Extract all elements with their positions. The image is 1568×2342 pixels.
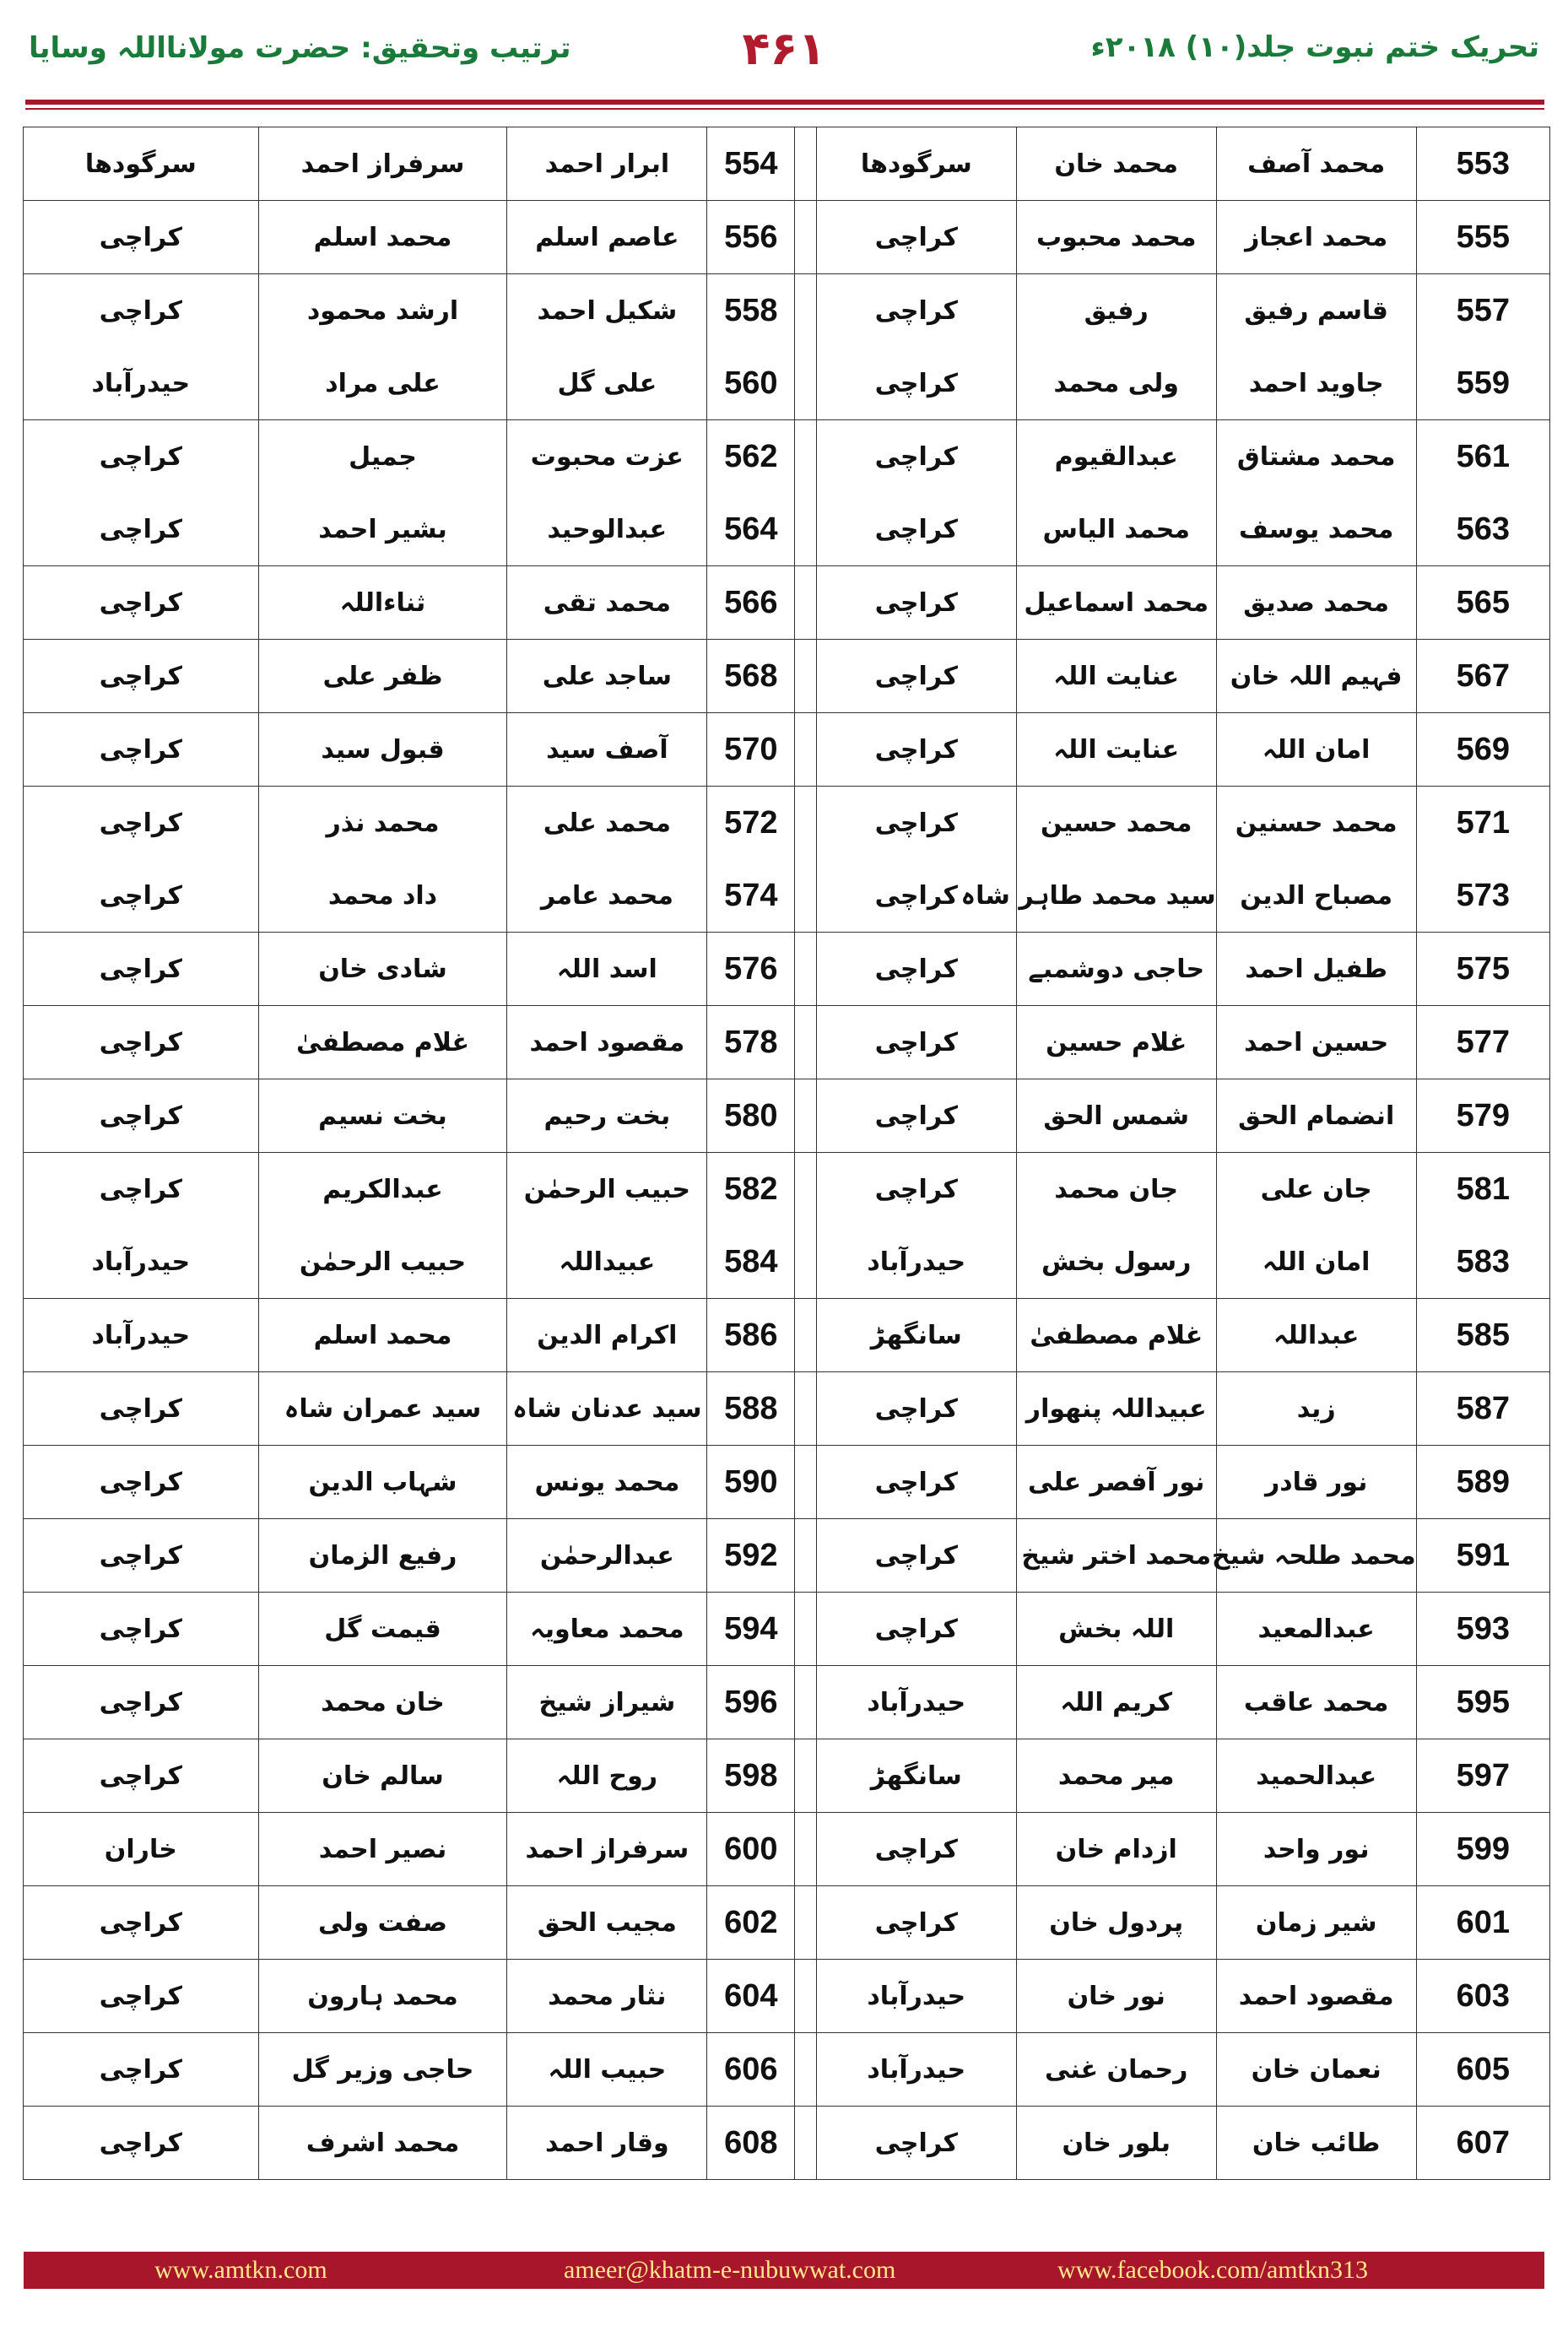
table-row [24,2107,1550,2180]
column-gap [795,1006,816,1079]
column-gap [795,201,816,274]
father-name: پردول خان [1016,1886,1216,1960]
city-name: کراچی [24,713,259,787]
father-name: رسول بخش [1016,1225,1216,1299]
city-name: کراچی [24,1886,259,1960]
father-name: بشیر احمد [258,493,507,566]
person-name: جان علی [1216,1153,1416,1226]
column-gap [795,2033,816,2107]
table-row [24,1960,1550,2033]
serial-number: 563 [1416,493,1549,566]
footer-facebook-link[interactable]: www.facebook.com/amtkn313 [1057,2256,1368,2284]
serial-number: 557 [1416,274,1549,348]
father-name: نور خان [1016,1960,1216,2033]
city-name: کراچی [816,201,1016,274]
column-gap [795,2107,816,2180]
father-name: ثناءاللہ [258,566,507,640]
column-gap [795,127,816,201]
table-row [24,201,1550,274]
page-header [0,0,1568,101]
serial-number: 571 [1416,787,1549,860]
serial-number: 593 [1416,1593,1549,1666]
serial-number: 578 [707,1006,795,1079]
person-name: نعمان خان [1216,2033,1416,2107]
father-name: محمد ہارون [258,1960,507,2033]
table-row [24,1079,1550,1153]
page-number: ۴۶۱ [742,22,826,75]
person-name: حبیب الرحمٰن [507,1153,707,1226]
serial-number: 562 [707,420,795,494]
column-gap [795,274,816,348]
father-name: عنایت اللہ [1016,640,1216,713]
person-name: شیر زمان [1216,1886,1416,1960]
serial-number: 554 [707,127,795,201]
city-name: کراچی [816,640,1016,713]
column-gap [795,933,816,1006]
column-gap [795,420,816,494]
serial-number: 601 [1416,1886,1549,1960]
person-name: محمد یونس [507,1446,707,1519]
person-name: علی گل [507,347,707,420]
father-name: علی مراد [258,347,507,420]
person-name: محمد طلحہ شیخ [1216,1519,1416,1593]
table-row [24,787,1550,860]
serial-number: 567 [1416,640,1549,713]
serial-number: 608 [707,2107,795,2180]
city-name: کراچی [816,347,1016,420]
father-name: محمد اشرف [258,2107,507,2180]
father-name: عنایت اللہ [1016,713,1216,787]
city-name: سرگودھا [816,127,1016,201]
city-name: کراچی [24,1739,259,1813]
names-table-body [24,127,1550,2180]
city-name: کراچی [816,1006,1016,1079]
compiler-credit: ترتیب وتحقیق: حضرت مولانااللہ وسایا [29,31,571,65]
table-row [24,1739,1550,1813]
column-gap [795,1372,816,1446]
city-name: کراچی [816,933,1016,1006]
table-row [24,713,1550,787]
person-name: محمد تقی [507,566,707,640]
person-name: امان اللہ [1216,1225,1416,1299]
person-name: وقار احمد [507,2107,707,2180]
person-name: حبیب اللہ [507,2033,707,2107]
person-name: نور واحد [1216,1813,1416,1886]
column-gap [795,1519,816,1593]
father-name: محمد خان [1016,127,1216,201]
serial-number: 577 [1416,1006,1549,1079]
father-name: محمد اسلم [258,1299,507,1372]
serial-number: 596 [707,1666,795,1739]
person-name: انضمام الحق [1216,1079,1416,1153]
column-gap [795,1739,816,1813]
father-name: محمد نذر [258,787,507,860]
column-gap [795,1079,816,1153]
column-gap [795,1886,816,1960]
father-name: محمد حسین [1016,787,1216,860]
serial-number: 560 [707,347,795,420]
person-name: مصباح الدین [1216,859,1416,933]
person-name: نور قادر [1216,1446,1416,1519]
city-name: حیدرآباد [24,347,259,420]
serial-number: 598 [707,1739,795,1813]
father-name: صفت ولی [258,1886,507,1960]
city-name: کراچی [816,1372,1016,1446]
person-name: محمد علی [507,787,707,860]
city-name: حیدرآباد [24,1225,259,1299]
column-gap [795,566,816,640]
serial-number: 606 [707,2033,795,2107]
serial-number: 580 [707,1079,795,1153]
table-row [24,566,1550,640]
serial-number: 564 [707,493,795,566]
serial-number: 558 [707,274,795,348]
serial-number: 583 [1416,1225,1549,1299]
serial-number: 576 [707,933,795,1006]
father-name: نور آفصر علی [1016,1446,1216,1519]
father-name: غلام مصطفیٰ [258,1006,507,1079]
person-name: مجیب الحق [507,1886,707,1960]
father-name: محمد محبوب [1016,201,1216,274]
father-name: نصیر احمد [258,1813,507,1886]
father-name: کریم اللہ [1016,1666,1216,1739]
father-name: ازدام خان [1016,1813,1216,1886]
table-row [24,1006,1550,1079]
serial-number: 592 [707,1519,795,1593]
city-name: حیدرآباد [816,1960,1016,2033]
table-row [24,1299,1550,1372]
table-row [24,859,1550,933]
person-name: سید عدنان شاہ [507,1372,707,1446]
person-name: شیراز شیخ [507,1666,707,1739]
city-name: کراچی [816,2107,1016,2180]
serial-number: 569 [1416,713,1549,787]
city-name: کراچی [816,859,1016,933]
person-name: امان اللہ [1216,713,1416,787]
father-name: جان محمد [1016,1153,1216,1226]
book-title: تحریک ختم نبوت جلد(۱۰) ۲۰۱۸ء [1090,30,1539,64]
serial-number: 600 [707,1813,795,1886]
city-name: کراچی [24,1372,259,1446]
serial-number: 584 [707,1225,795,1299]
table-row [24,493,1550,566]
serial-number: 582 [707,1153,795,1226]
person-name: عبیداللہ [507,1225,707,1299]
person-name: محمد مشتاق [1216,420,1416,494]
city-name: کراچی [24,2107,259,2180]
father-name: حبیب الرحمٰن [258,1225,507,1299]
serial-number: 553 [1416,127,1549,201]
person-name: محمد حسنین [1216,787,1416,860]
father-name: محمد اختر شیخ [1016,1519,1216,1593]
table-row [24,1886,1550,1960]
serial-number: 588 [707,1372,795,1446]
city-name: کراچی [24,274,259,348]
column-gap [795,347,816,420]
serial-number: 597 [1416,1739,1549,1813]
city-name: کراچی [24,1006,259,1079]
city-name: کراچی [24,640,259,713]
serial-number: 581 [1416,1153,1549,1226]
father-name: عبدالقیوم [1016,420,1216,494]
city-name: کراچی [24,566,259,640]
names-table [23,127,1550,2180]
person-name: زید [1216,1372,1416,1446]
column-gap [795,713,816,787]
serial-number: 570 [707,713,795,787]
serial-number: 559 [1416,347,1549,420]
father-name: شادی خان [258,933,507,1006]
person-name: عبدالحمید [1216,1739,1416,1813]
father-name: سید محمد طاہر شاہ [1016,859,1216,933]
father-name: رفیق [1016,274,1216,348]
city-name: کراچی [816,566,1016,640]
city-name: حیدرآباد [24,1299,259,1372]
person-name: عبدالرحمٰن [507,1519,707,1593]
table-row [24,1666,1550,1739]
city-name: کراچی [816,274,1016,348]
city-name: کراچی [24,493,259,566]
city-name: سانگھڑ [816,1299,1016,1372]
person-name: عبدالمعید [1216,1593,1416,1666]
father-name: حاجی دوشمبے [1016,933,1216,1006]
person-name: محمد صدیق [1216,566,1416,640]
serial-number: 556 [707,201,795,274]
table-row [24,127,1550,201]
serial-number: 574 [707,859,795,933]
table-row [24,1593,1550,1666]
city-name: کراچی [24,2033,259,2107]
serial-number: 575 [1416,933,1549,1006]
table-row [24,933,1550,1006]
person-name: طائب خان [1216,2107,1416,2180]
column-gap [795,1666,816,1739]
person-name: آصف سید [507,713,707,787]
father-name: خان محمد [258,1666,507,1739]
father-name: ولی محمد [1016,347,1216,420]
serial-number: 568 [707,640,795,713]
city-name: کراچی [816,1886,1016,1960]
footer-website-link[interactable]: www.amtkn.com [154,2256,327,2284]
column-gap [795,1299,816,1372]
city-name: کراچی [816,1079,1016,1153]
serial-number: 594 [707,1593,795,1666]
city-name: کراچی [24,420,259,494]
city-name: سانگھڑ [816,1739,1016,1813]
person-name: عاصم اسلم [507,201,707,274]
person-name: مقصود احمد [1216,1960,1416,2033]
person-name: بخت رحیم [507,1079,707,1153]
father-name: اللہ بخش [1016,1593,1216,1666]
table-row [24,1153,1550,1226]
city-name: حیدرآباد [816,1225,1016,1299]
person-name: حسین احمد [1216,1006,1416,1079]
person-name: عبداللہ [1216,1299,1416,1372]
serial-number: 566 [707,566,795,640]
city-name: کراچی [24,1960,259,2033]
column-gap [795,1225,816,1299]
footer-bar [24,2252,1544,2289]
father-name: شہاب الدین [258,1446,507,1519]
city-name: کراچی [24,1446,259,1519]
person-name: محمد یوسف [1216,493,1416,566]
city-name: کراچی [24,787,259,860]
city-name: کراچی [24,1153,259,1226]
serial-number: 607 [1416,2107,1549,2180]
father-name: سالم خان [258,1739,507,1813]
table-row [24,1813,1550,1886]
column-gap [795,1593,816,1666]
column-gap [795,1153,816,1226]
person-name: محمد عامر [507,859,707,933]
father-name: قیمت گل [258,1593,507,1666]
person-name: محمد آصف [1216,127,1416,201]
person-name: اکرام الدین [507,1299,707,1372]
city-name: حیدرآباد [816,2033,1016,2107]
father-name: محمد اسلم [258,201,507,274]
person-name: ساجد علی [507,640,707,713]
serial-number: 573 [1416,859,1549,933]
city-name: کراچی [816,1446,1016,1519]
serial-number: 602 [707,1886,795,1960]
father-name: عبیداللہ پنھوار [1016,1372,1216,1446]
column-gap [795,1446,816,1519]
father-name: میر محمد [1016,1739,1216,1813]
city-name: کراچی [816,493,1016,566]
column-gap [795,1960,816,2033]
person-name: محمد معاویہ [507,1593,707,1666]
serial-number: 590 [707,1446,795,1519]
serial-number: 591 [1416,1519,1549,1593]
serial-number: 565 [1416,566,1549,640]
serial-number: 599 [1416,1813,1549,1886]
person-name: اسد اللہ [507,933,707,1006]
table-row [24,1446,1550,1519]
serial-number: 587 [1416,1372,1549,1446]
serial-number: 586 [707,1299,795,1372]
father-name: سرفراز احمد [258,127,507,201]
city-name: کراچی [24,201,259,274]
person-name: سرفراز احمد [507,1813,707,1886]
father-name: محمد اسماعیل [1016,566,1216,640]
city-name: کراچی [816,1519,1016,1593]
father-name: ظفر علی [258,640,507,713]
serial-number: 603 [1416,1960,1549,2033]
serial-number: 589 [1416,1446,1549,1519]
serial-number: 585 [1416,1299,1549,1372]
header-rule-thin [25,108,1544,110]
table-row [24,2033,1550,2107]
person-name: محمد عاقب [1216,1666,1416,1739]
serial-number: 579 [1416,1079,1549,1153]
person-name: جاوید احمد [1216,347,1416,420]
father-name: سید عمران شاہ [258,1372,507,1446]
father-name: داد محمد [258,859,507,933]
person-name: نثار محمد [507,1960,707,2033]
father-name: بلور خان [1016,2107,1216,2180]
person-name: روح اللہ [507,1739,707,1813]
father-name: ارشد محمود [258,274,507,348]
city-name: کراچی [24,933,259,1006]
person-name: فہیم اللہ خان [1216,640,1416,713]
person-name: مقصود احمد [507,1006,707,1079]
table-row [24,1372,1550,1446]
person-name: ابرار احمد [507,127,707,201]
father-name: رحمان غنی [1016,2033,1216,2107]
city-name: کراچی [24,859,259,933]
city-name: سرگودھا [24,127,259,201]
father-name: غلام حسین [1016,1006,1216,1079]
person-name: شکیل احمد [507,274,707,348]
table-row [24,1519,1550,1593]
person-name: عزت محبوت [507,420,707,494]
father-name: عبدالکریم [258,1153,507,1226]
person-name: محمد اعجاز [1216,201,1416,274]
city-name: کراچی [24,1666,259,1739]
person-name: طفیل احمد [1216,933,1416,1006]
city-name: کراچی [816,1813,1016,1886]
city-name: کراچی [24,1593,259,1666]
father-name: حاجی وزیر گل [258,2033,507,2107]
header-rule-thick [25,100,1544,105]
column-gap [795,787,816,860]
city-name: کراچی [816,1593,1016,1666]
serial-number: 595 [1416,1666,1549,1739]
city-name: کراچی [816,420,1016,494]
city-name: کراچی [816,713,1016,787]
city-name: کراچی [816,787,1016,860]
father-name: محمد الیاس [1016,493,1216,566]
table-row [24,274,1550,348]
table-row [24,347,1550,420]
footer-email-link[interactable]: ameer@khatm-e-nubuwwat.com [564,2256,896,2284]
father-name: قبول سید [258,713,507,787]
column-gap [795,859,816,933]
serial-number: 555 [1416,201,1549,274]
city-name: کراچی [816,1153,1016,1226]
table-row [24,1225,1550,1299]
father-name: جمیل [258,420,507,494]
serial-number: 604 [707,1960,795,2033]
column-gap [795,1813,816,1886]
father-name: غلام مصطفیٰ [1016,1299,1216,1372]
person-name: قاسم رفیق [1216,274,1416,348]
father-name: رفیع الزمان [258,1519,507,1593]
serial-number: 561 [1416,420,1549,494]
city-name: کراچی [24,1079,259,1153]
father-name: شمس الحق [1016,1079,1216,1153]
father-name: بخت نسیم [258,1079,507,1153]
serial-number: 605 [1416,2033,1549,2107]
city-name: حیدرآباد [816,1666,1016,1739]
table-row [24,420,1550,494]
city-name: خاران [24,1813,259,1886]
column-gap [795,640,816,713]
column-gap [795,493,816,566]
city-name: کراچی [24,1519,259,1593]
serial-number: 572 [707,787,795,860]
person-name: عبدالوحید [507,493,707,566]
table-row [24,640,1550,713]
